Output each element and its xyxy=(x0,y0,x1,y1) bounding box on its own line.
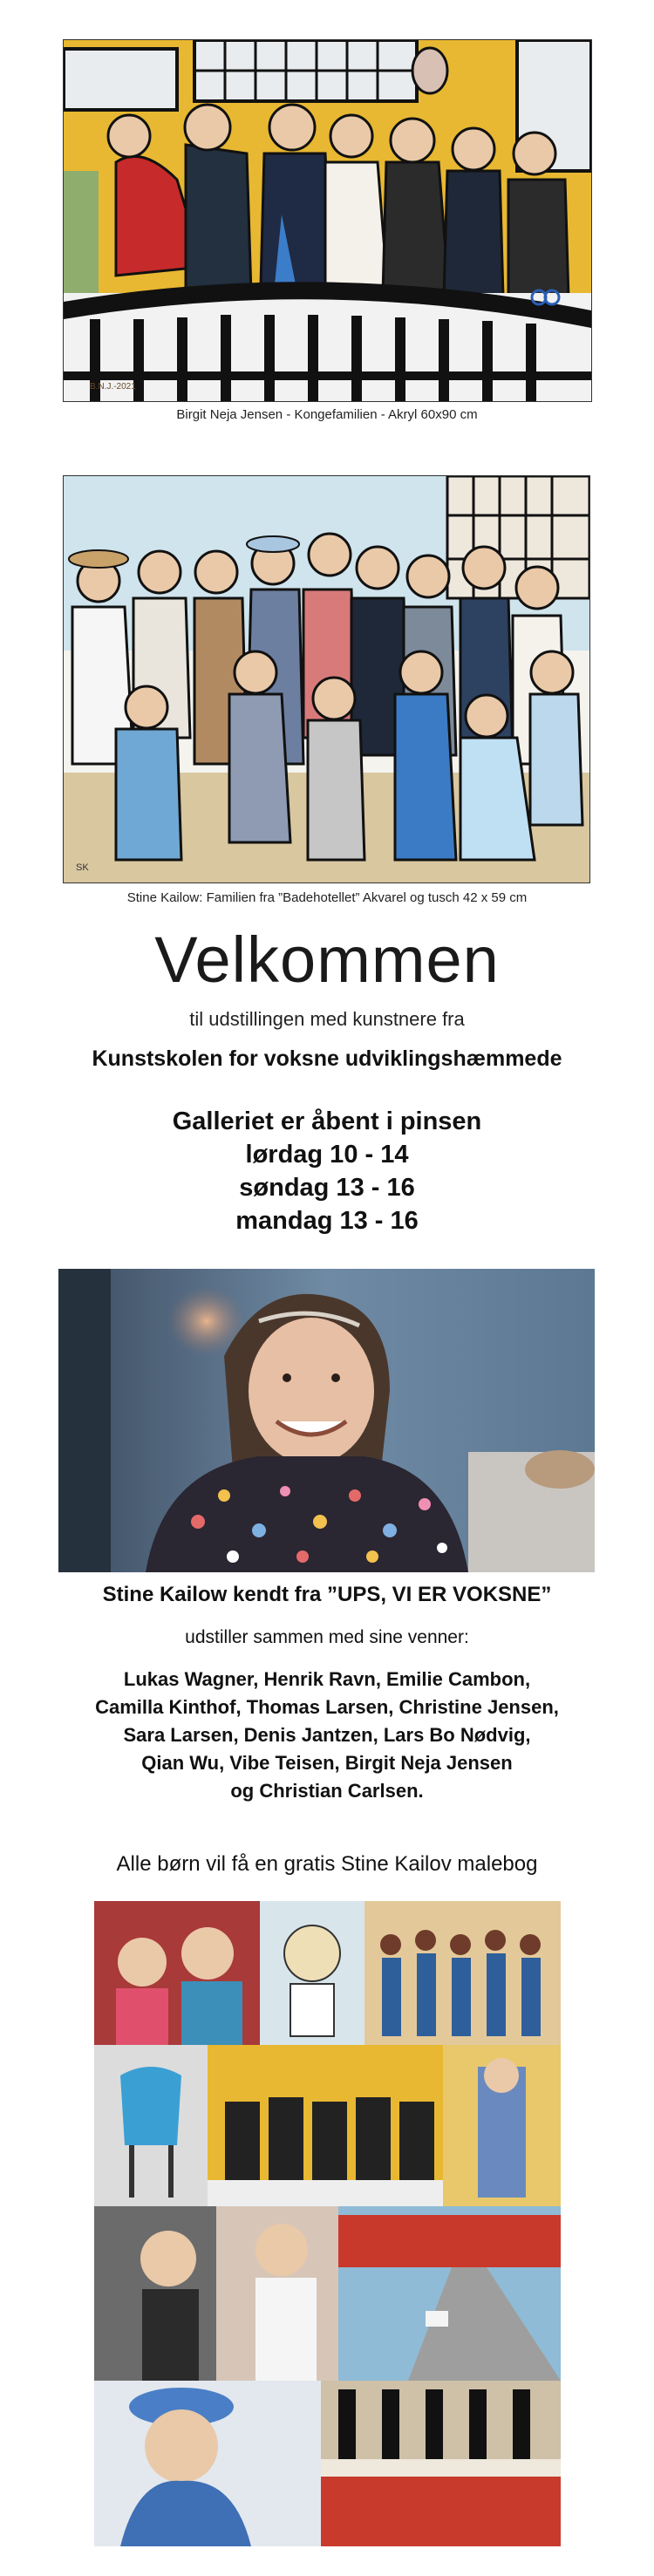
opening-day: mandag 13 - 16 xyxy=(235,1207,419,1235)
welcome-subtitle: til udstillingen med kunstnere fra xyxy=(189,1008,465,1030)
page-title: Velkommen xyxy=(154,923,500,996)
painting-badehotellet xyxy=(63,475,590,883)
school-name: Kunstskolen for voksne udviklingshæmmede xyxy=(92,1046,562,1071)
coloring-book-note: Alle børn vil få en gratis Stine Kailov malebog xyxy=(116,1852,538,1876)
artwork-collage xyxy=(94,1901,561,2546)
artist-names xyxy=(0,1666,654,1805)
names-line: Lukas Wagner, Henrik Ravn, Emilie Cambon, xyxy=(123,1668,531,1690)
names-line: Qian Wu, Vibe Teisen, Birgit Neja Jensen xyxy=(141,1752,513,1774)
opening-heading: Galleriet er åbent i pinsen xyxy=(172,1107,482,1135)
names-line: Sara Larsen, Denis Jantzen, Lars Bo Nødvig, xyxy=(123,1724,531,1746)
names-line: Camilla Kinthof, Thomas Larsen, Christine Jensen, xyxy=(95,1696,559,1718)
opening-day: lørdag 10 - 14 xyxy=(245,1141,409,1169)
painting-signature: SK xyxy=(76,862,89,873)
painting-signature: B.N.J.-2021 xyxy=(90,382,136,392)
painting-caption: Stine Kailow: Familien fra ”Badehotellet” Akvarel og tusch 42 x 59 cm xyxy=(126,890,528,905)
opening-day: søndag 13 - 16 xyxy=(239,1174,415,1202)
artist-known-from: Stine Kailow kendt fra ”UPS, VI ER VOKSNE” xyxy=(102,1583,552,1606)
painting-kongefamilien xyxy=(63,39,592,402)
painting-caption: Birgit Neja Jensen - Kongefamilien - Akryl 60x90 cm xyxy=(176,407,478,422)
artist-photo xyxy=(58,1269,595,1572)
artist-exhibits-with: udstiller sammen med sine venner: xyxy=(185,1627,469,1647)
names-line: og Christian Carlsen. xyxy=(230,1780,424,1802)
opening-hours xyxy=(0,1105,654,1237)
